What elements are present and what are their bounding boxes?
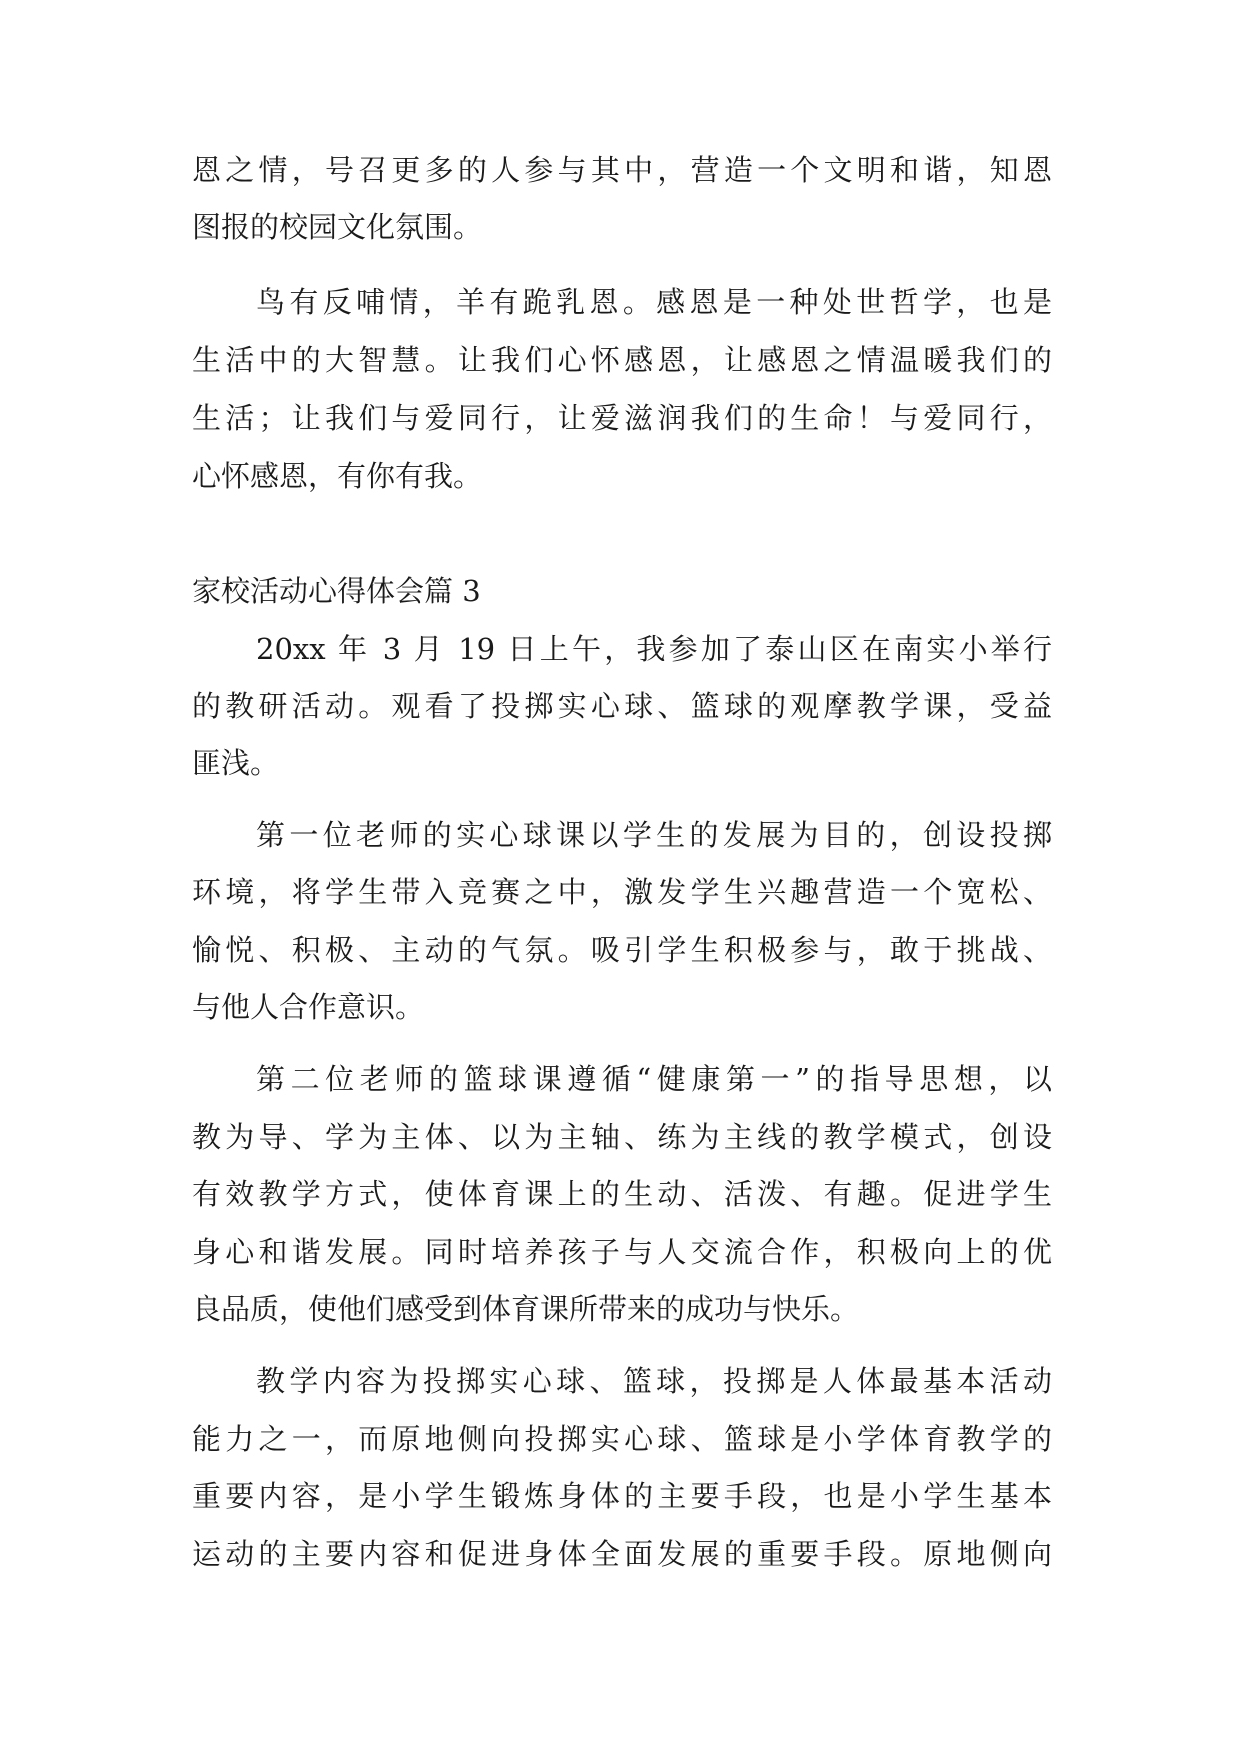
paragraph-line: 教学内容为投掷实心球、篮球，投掷是人体最基本活动: [256, 1364, 1052, 1398]
paragraph-line: 环境，将学生带入竞赛之中，激发学生兴趣营造一个宽松、: [192, 875, 1052, 909]
paragraph-line: 的教研活动。观看了投掷实心球、篮球的观摩教学课，受益: [192, 689, 1052, 723]
paragraph-line: 运动的主要内容和促进身体全面发展的重要手段。原地侧向: [192, 1537, 1052, 1571]
paragraph-line: 第二位老师的篮球课遵循“健康第一”的指导思想，以: [256, 1062, 1052, 1096]
paragraph-line: 愉悦、积极、主动的气氛。吸引学生积极参与，敢于挑战、: [192, 933, 1052, 967]
paragraph-line: 恩之情，号召更多的人参与其中，营造一个文明和谐，知恩: [192, 153, 1052, 187]
section-heading: 家校活动心得体会篇 3: [192, 574, 481, 608]
paragraph-line: 鸟有反哺情，羊有跪乳恩。感恩是一种处世哲学，也是: [256, 285, 1052, 319]
paragraph-line: 有效教学方式，使体育课上的生动、活泼、有趣。促进学生: [192, 1177, 1052, 1211]
paragraph-line: 教为导、学为主体、以为主轴、练为主线的教学模式，创设: [192, 1120, 1052, 1154]
paragraph-line: 能力之一，而原地侧向投掷实心球、篮球是小学体育教学的: [192, 1422, 1052, 1456]
paragraph-line: 20xx 年 3 月 19 日上午，我参加了泰山区在南实小举行: [256, 632, 1052, 666]
paragraph-line: 图报的校园文化氛围。: [192, 210, 483, 244]
paragraph-line: 匪浅。: [192, 746, 280, 780]
paragraph-line: 良品质，使他们感受到体育课所带来的成功与快乐。: [192, 1292, 860, 1326]
paragraph-line: 与他人合作意识。: [192, 990, 425, 1024]
paragraph-line: 生活；让我们与爱同行，让爱滋润我们的生命！与爱同行，: [192, 401, 1052, 435]
paragraph-line: 重要内容，是小学生锻炼身体的主要手段，也是小学生基本: [192, 1479, 1052, 1513]
paragraph-line: 生活中的大智慧。让我们心怀感恩，让感恩之情温暖我们的: [192, 343, 1052, 377]
paragraph-line: 第一位老师的实心球课以学生的发展为目的，创设投掷: [256, 818, 1052, 852]
paragraph-line: 身心和谐发展。同时培养孩子与人交流合作，积极向上的优: [192, 1235, 1052, 1269]
paragraph-line: 心怀感恩，有你有我。: [192, 459, 483, 493]
